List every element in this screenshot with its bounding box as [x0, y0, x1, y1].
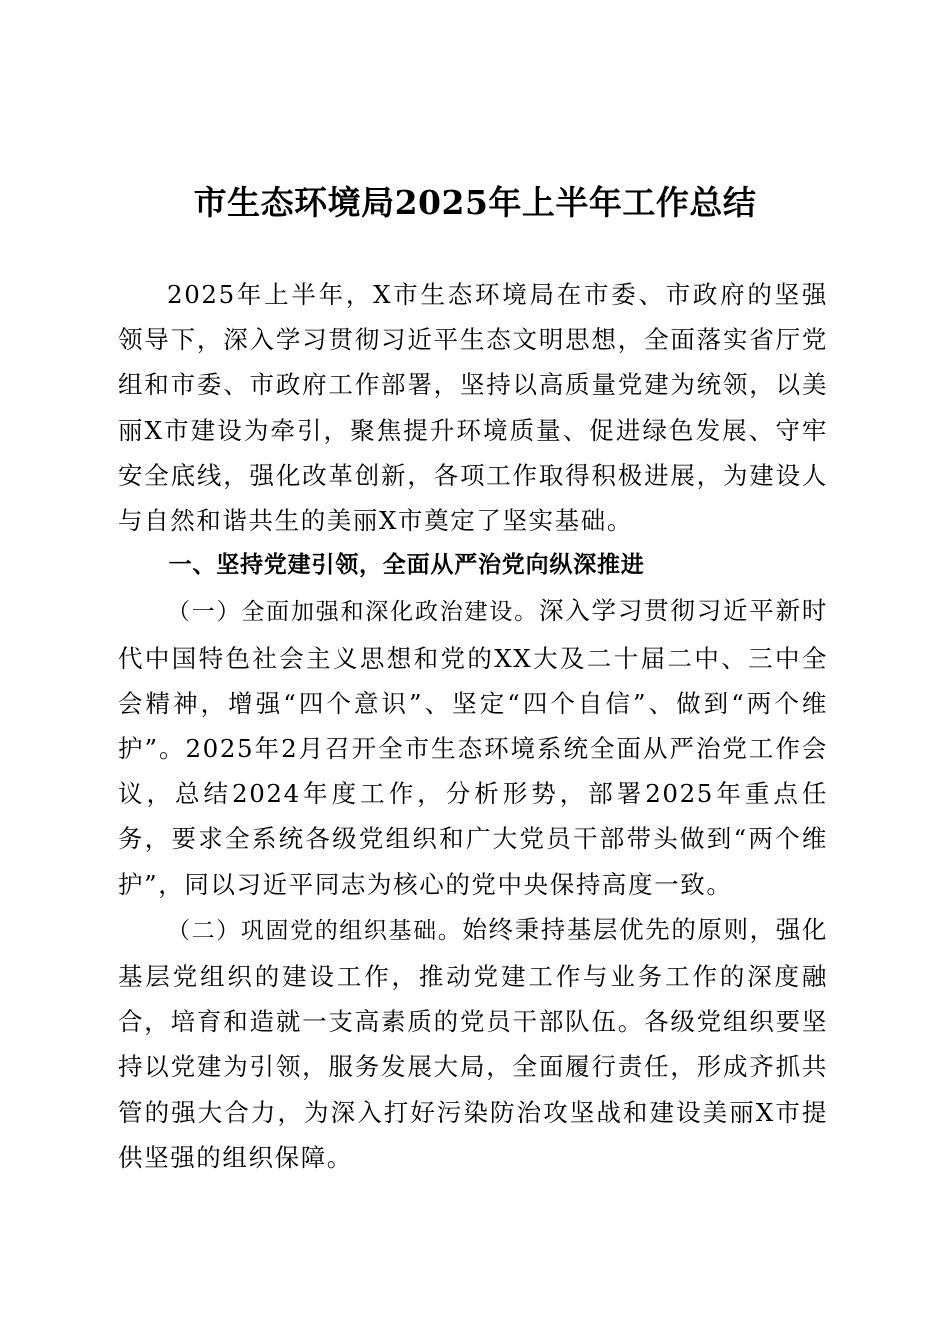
section-heading-1: 一、坚持党建引领，全面从严治党向纵深推进	[168, 552, 645, 579]
document-body	[118, 272, 828, 1180]
item-2-text: 始终秉持基层优先的原则，强化基层党组织的建设工作，推动党建工作与业务工作的深度融合，培育和造就一支高素质的党员干部队伍。各级党组织要坚持以党建为引领，服务发展大局，全面履行责任，形成齐抓共管的强大合力，为深入打好污染防治攻坚战和建设美丽X市提供坚强的组织保障。	[118, 914, 828, 1172]
intro-paragraph: 2025年上半年，X市生态环境局在市委、市政府的坚强领导下，深入学习贯彻习近平生态文明思想，全面落实省厅党组和市委、市政府工作部署，坚持以高质量党建为统领，以美丽X市建设为牵引，聚焦提升环境质量、促进绿色发展、守牢安全底线，强化改革创新，各项工作取得积极进展，为建设人与自然和谐共生的美丽X市奠定了坚实基础。	[118, 280, 828, 536]
item-1-lead: （一）全面加强和深化政治建设。	[167, 599, 539, 626]
item-1-text: 深入学习贯彻习近平新时代中国特色社会主义思想和党的XX大及二十届二中、三中全会精神，增强“四个意识”、坚定“四个自信”、做到“两个维护”。2025年2月召开全市生态环境系统全面从严治党工作会议，总结2024年度工作，分析形势，部署2025年重点任务，要求全系统各级党组织和广大党员干部带头做到“两个维护”，同以习近平同志为核心的党中央保持高度一致。	[118, 596, 828, 899]
document-title: 市生态环境局2025年上半年工作总结	[193, 183, 757, 222]
item-2-lead: （二）巩固党的组织基础。	[167, 917, 463, 944]
section-1-item-2	[118, 907, 828, 1180]
section-1-item-1	[118, 588, 828, 906]
